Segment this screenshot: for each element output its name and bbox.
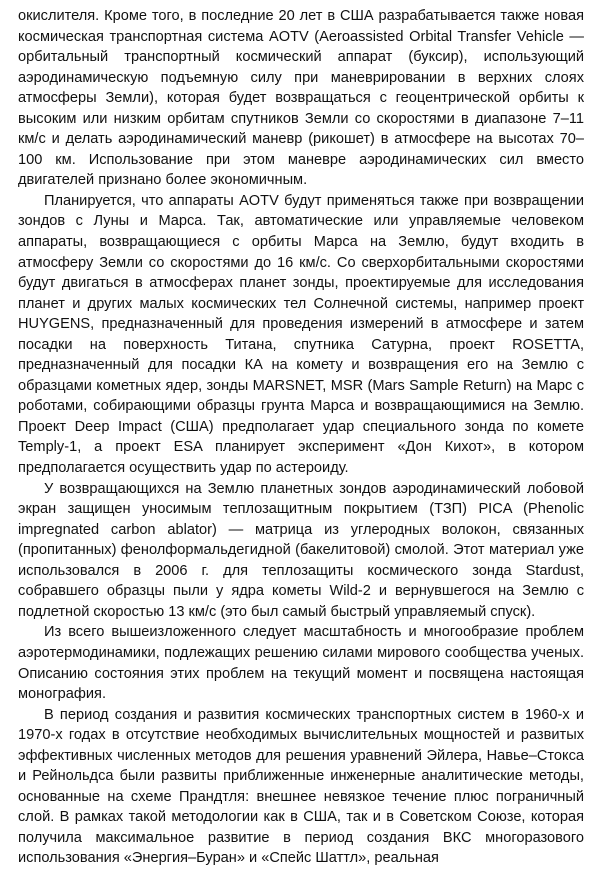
paragraph-1: окислителя. Кроме того, в последние 20 лет в США разрабатывается также новая космическая транспортная система AOTV (Aeroassisted Orbital Transfer Vehicle — орбитальный транспортный космический аппарат (буксир), использующий аэродинамическую подъемную силу при маневрировании в верхних слоях атмосферы Земли), которая будет возвращаться с геоцентрической орбиты к высоким или низким орбитам спутников Земли со скоростями в диапазоне 7–11 км/с и делать аэродинамический маневр (рикошет) в атмосфере на высотах 70–100 км. Использование при этом маневре аэродинамических сил вместо двигателей признано более экономичным. xyxy=(18,8,584,189)
paragraph-3: У возвращающихся на Землю планетных зондов аэродинамический лобовой экран защищен уносимым теплозащитным покрытием (ТЗП) PICA (Phenolic impregnated carbon ablator) — матрица из углеродных волокон, связанных (пропитанных) фенолформальдегидной (бакелитовой) смолой. Этот материал уже использовался в 2006 г. для теплозащиты космического зонда Stardust, собравшего образцы пыли у ядра кометы Wild-2 и вернувшегося на Землю с подлетной скоростью 13 км/с (это был самый быстрый управляемый спуск). xyxy=(18,480,584,620)
paragraph-2: Планируется, что аппараты AOTV будут применяться также при возвращении зондов с Луны и Марса. Так, автоматические или управляемые человеком аппараты, возвращающиеся с орбиты Марса на Землю, будут входить в атмосферу Земли со скоростями до 16 км/с. Со сверхорбитальными скоростями будут двигаться в атмосферах планет зонды, проектируемые для исследования планет и других малых космических тел Солнечной системы, например проект HUYGENS, предназначенный для проведения измерений в атмосфере и затем посадки на поверхность Титана, спутника Сатурна, проект ROSETTA, предназначенный для посадки КА на комету и возвращения его на Землю с образцами кометных ядер, зонды MARSNET, MSR (Mars Sample Return) на Марс с роботами, собирающими образцы грунта Марса и возвращающимися на Землю. Проект Deep Impact (США) предполагает удар специального зонда по комете Temply-1, а проект ESA планирует эксперимент «Дон Кихот», в котором предполагается осуществить удар по астероиду. xyxy=(18,192,584,477)
paragraph-5: В период создания и развития космических транспортных систем в 1960-х и 1970-х годах в отсутствие необходимых вычислительных мощностей и развитых эффективных численных методов для решения уравнений Эйлера, Навье–Стокса и Рейнольдса были развиты приближенные инженерные аналитические методы, основанные на схеме Прандтля: внешнее невязкое течение плюс пограничный слой. В рамках такой методологии как в США, так и в Советском Союзе, которая получила максимальное развитие в период создания ВКС многоразового использования «Энергия–Буран» и «Спейс Шаттл», реальная xyxy=(18,706,584,867)
document-page xyxy=(18,6,584,869)
paragraph-4: Из всего вышеизложенного следует масштабность и многообразие проблем аэротермодинамики, подлежащих решению силами мирового сообщества ученых. Описанию состояния этих проблем на текущий момент и посвящена настоящая монография. xyxy=(18,624,584,703)
